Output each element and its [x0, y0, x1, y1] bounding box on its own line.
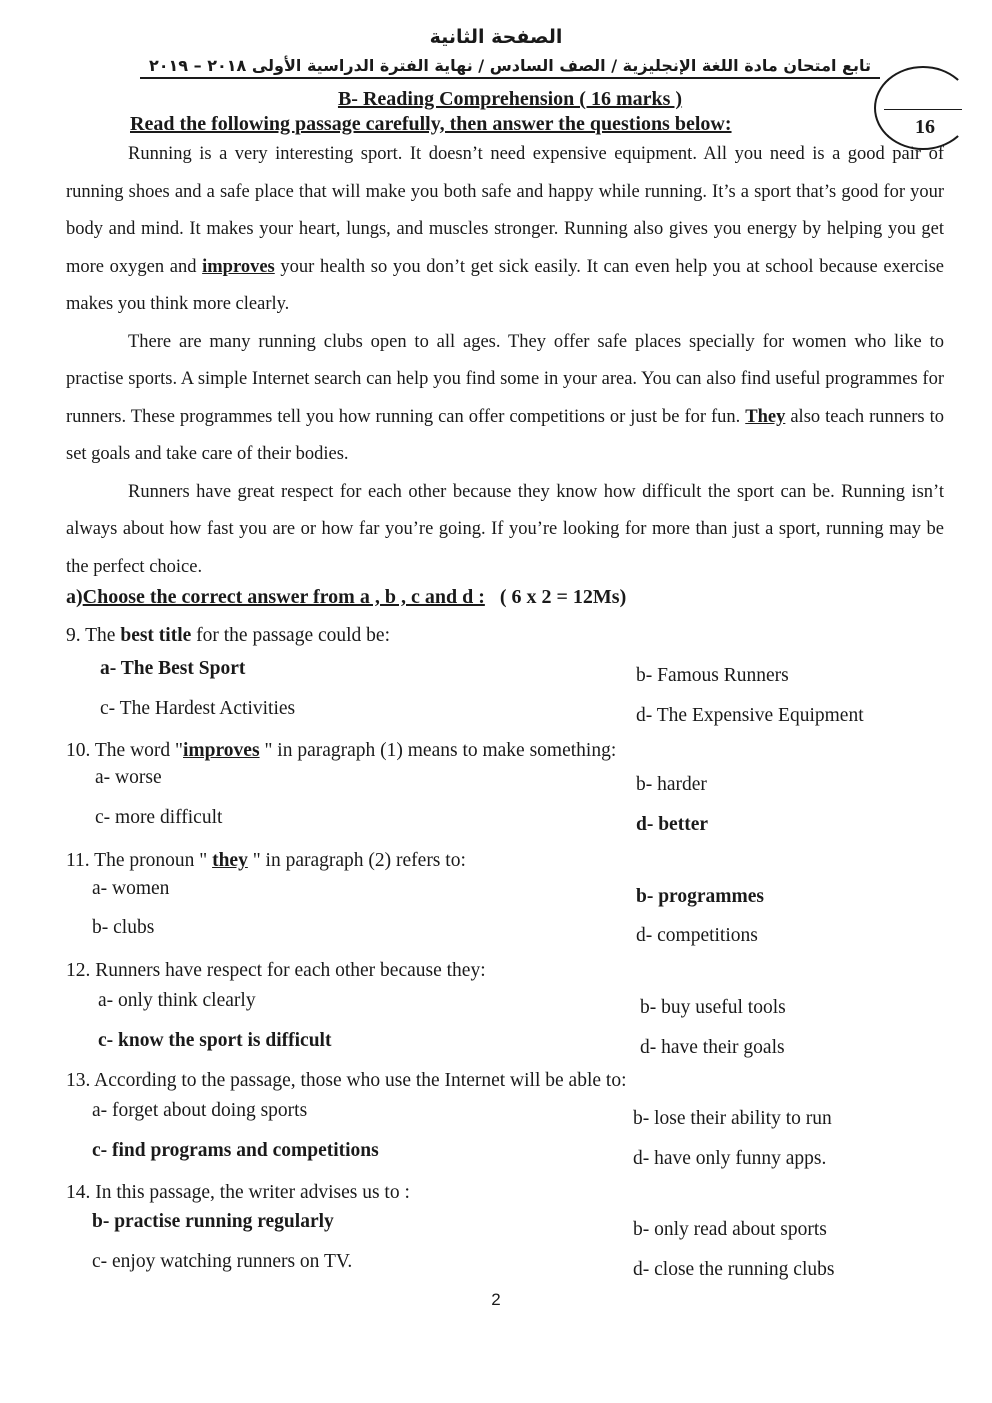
q9-option-b[interactable]: b- Famous Runners [636, 665, 789, 686]
q9-option-c[interactable]: c- The Hardest Activities [100, 698, 296, 719]
marks-divider [884, 109, 962, 110]
q13-option-b[interactable]: b- lose their ability to run [633, 1108, 832, 1129]
q14-option-d[interactable]: d- close the running clubs [633, 1259, 835, 1280]
question-9: 9. The best title for the passage could be: [66, 625, 391, 646]
page-label-arabic: الصفحة الثانية [429, 26, 563, 48]
question-10: 10. The word "improves " in paragraph (1) means to make something: [66, 740, 617, 761]
instruction: Read the following passage carefully, then answer the questions below: [130, 113, 732, 135]
part-a-heading: a)Choose the correct answer from a , b , c and d : ( 6 x 2 = 12Ms) [66, 586, 627, 608]
question-14: 14. In this passage, the writer advises us to : [66, 1182, 410, 1203]
reading-passage [66, 136, 944, 586]
q11-option-c[interactable]: b- clubs [92, 917, 155, 938]
question-12: 12. Runners have respect for each other because they: [66, 960, 486, 981]
q13-option-d[interactable]: d- have only funny apps. [633, 1148, 827, 1169]
q10-option-d[interactable]: d- better [636, 814, 709, 835]
q10-option-a[interactable]: a- worse [95, 767, 162, 788]
exam-line-arabic: تابع امتحان مادة اللغة الإنجليزية / الصف السادس / نهاية الفترة الدراسية الأولى ٢٠١٨ – ٢٠١٩ [140, 56, 880, 79]
paragraph-1: Running is a very interesting sport. It doesn’t need expensive equipment. All you need is a good pair of running shoes and a safe place that will make you both safe and happy while running. It’s a sport that’s good for your body and mind. It makes your heart, lungs, and muscles stronger. Running also gives you energy by helping you get more oxygen and improves your health so you don’t get sick easily. It can even help you at school because exercise makes you think more clearly. [66, 144, 945, 314]
keyword-improves: improves [202, 256, 275, 277]
section-title: B- Reading Comprehension ( 16 marks ) [337, 88, 683, 110]
question-13: 13. According to the passage, those who use the Internet will be able to: [66, 1070, 627, 1091]
q12-option-a[interactable]: a- only think clearly [98, 990, 256, 1011]
q11-option-b[interactable]: b- programmes [636, 886, 764, 907]
question-11: 11. The pronoun " they " in paragraph (2) refers to: [66, 850, 466, 871]
q10-option-b[interactable]: b- harder [636, 774, 707, 795]
q11-option-a[interactable]: a- women [92, 878, 170, 899]
page-number: 2 [491, 1290, 501, 1309]
keyword-they: They [745, 406, 786, 427]
q14-option-a[interactable]: b- practise running regularly [92, 1211, 334, 1232]
q9-option-d[interactable]: d- The Expensive Equipment [636, 705, 864, 726]
q13-option-c[interactable]: c- find programs and competitions [92, 1140, 379, 1161]
q12-option-d[interactable]: d- have their goals [640, 1037, 785, 1058]
paragraph-2: There are many running clubs open to all ages. They offer safe places specially for women who like to practise sports. A simple Internet search can help you find some in your area. You can also find useful programmes for runners. These programmes tell you how running can offer competitions or just be for fun. They also teach runners to set goals and take care of their bodies. [66, 331, 944, 464]
q14-option-c[interactable]: c- enjoy watching runners on TV. [92, 1251, 353, 1272]
q11-option-d[interactable]: d- competitions [636, 925, 758, 946]
q14-option-b[interactable]: b- only read about sports [633, 1219, 827, 1240]
q9-option-a[interactable]: a- The Best Sport [100, 658, 246, 679]
q12-option-b[interactable]: b- buy useful tools [640, 997, 786, 1018]
q13-option-a[interactable]: a- forget about doing sports [92, 1100, 308, 1121]
paragraph-3: Runners have great respect for each other because they know how difficult the sport can be. Running isn’t always about how fast you are or how far you’re going. If you’re looking for more than just a sport, running may be the perfect choice. [66, 481, 944, 577]
q12-option-c[interactable]: c- know the sport is difficult [98, 1030, 332, 1051]
marks-value: 16 [915, 116, 935, 138]
q10-option-c[interactable]: c- more difficult [95, 807, 223, 828]
